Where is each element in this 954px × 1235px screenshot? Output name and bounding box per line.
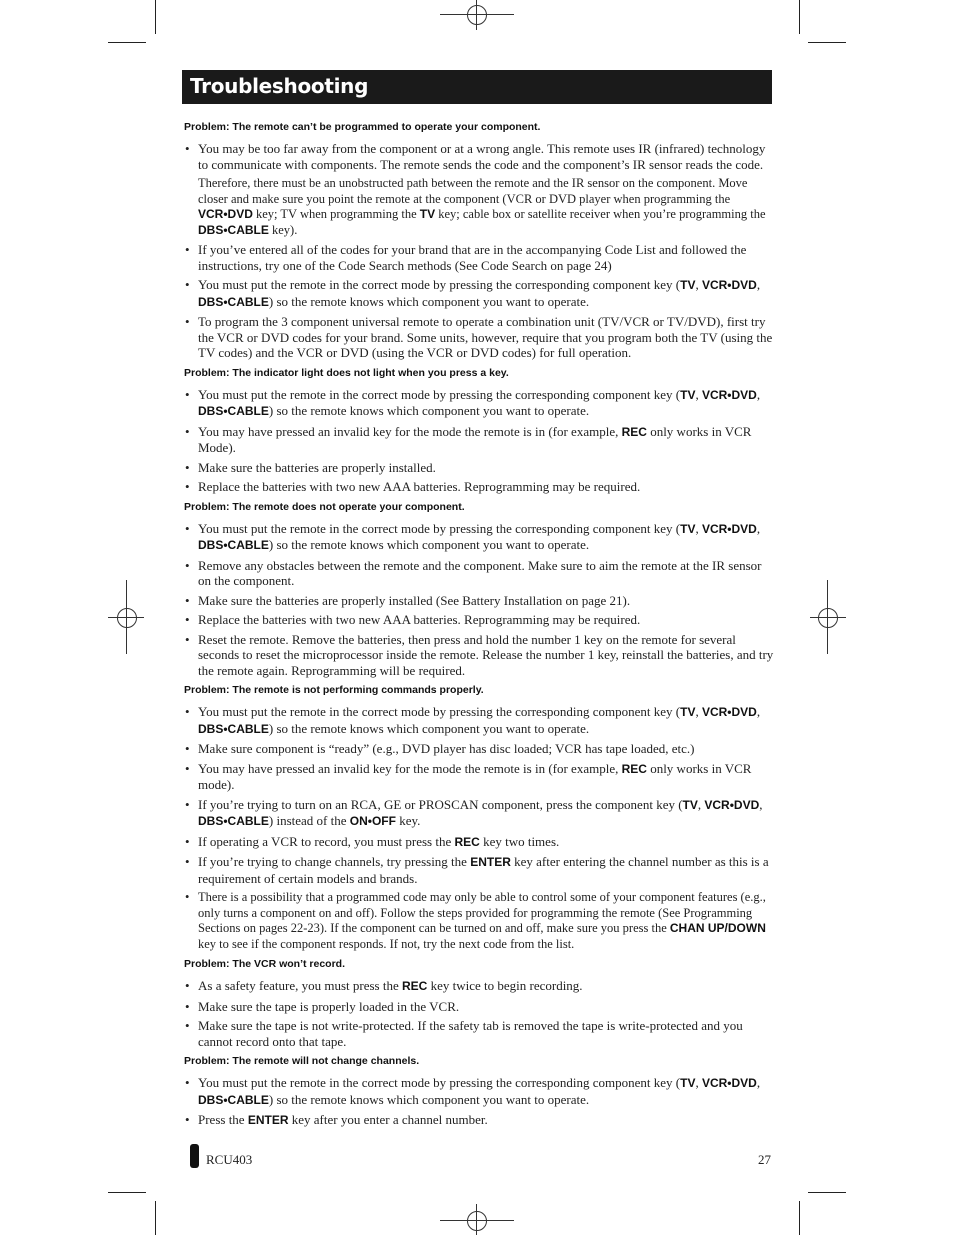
text-run: ,	[695, 277, 702, 292]
text-run: ,	[756, 520, 761, 536]
key-name: VCR•DVD	[198, 207, 253, 221]
text-run: ,	[756, 1075, 761, 1090]
problem-heading: Problem: The remote can’t be programmed to operate your component.	[184, 121, 541, 133]
footer-tab-mark	[190, 1144, 199, 1168]
key-name: VCR•DVD	[701, 705, 757, 719]
troubleshooting-content	[184, 119, 774, 1133]
text-run: As a safety feature, you must press the	[198, 978, 402, 993]
bullet-item	[184, 1075, 774, 1108]
problem-heading: Problem: The VCR won’t record.	[184, 958, 346, 970]
text-run: Reset the remote. Remove the batteries, then press and hold the number 1 key on the remote for several seconds to reset the microprocessor inside the remote. Release the number 1 key, reinstall the batteries, and try the remote again. Reprogramming will be required.	[198, 631, 774, 678]
text-run: Replace the batteries with two new AAA batteries. Reprogramming may be required.	[198, 479, 641, 494]
bullet-item	[184, 741, 774, 757]
bullet-item	[184, 761, 774, 793]
bullet-item	[184, 834, 774, 851]
bullet-item	[184, 854, 774, 886]
bullet-item	[184, 424, 774, 456]
text-run: key to see if the component responds. If not, try the next code from the list.	[198, 936, 575, 951]
key-name: DBS•CABLE	[198, 222, 269, 237]
key-name: REC	[401, 979, 428, 993]
bullet-item	[184, 558, 774, 589]
key-name: REC	[621, 424, 647, 439]
text-run: Make sure component is “ready” (e.g., DVD player has disc loaded; VCR has tape loaded, etc.)	[198, 741, 695, 756]
key-name: DBS•CABLE	[198, 294, 269, 309]
text-run: If you’ve entered all of the codes for your brand that are in the accompanying Code List and followed the instructions, try one of the Code Search methods (See Code Search on page 24)	[198, 242, 747, 273]
key-name: ENTER	[470, 855, 511, 869]
text-run: Make sure the tape is properly loaded in the VCR.	[198, 998, 460, 1014]
bullet-item	[184, 593, 774, 609]
text-run: If you’re trying to turn on an RCA, GE or PROSCAN component, press the component key (	[198, 796, 683, 812]
text-run: key two times.	[479, 833, 560, 849]
key-name: REC	[454, 834, 480, 849]
text-run: Remove any obstacles between the remote and the component. Make sure to aim the remote at the IR sensor on the component.	[198, 557, 762, 588]
bullet-item	[184, 387, 774, 420]
key-name: VCR•DVD	[701, 387, 757, 402]
bullet-item	[184, 314, 774, 361]
crop-mark	[799, 0, 800, 34]
text-run: ,	[759, 796, 763, 812]
bullet-item	[184, 890, 774, 952]
text-run: There is a possibility that a programmed code may only be able to control some of your component features (e.g., only turns a component on and off). Follow the steps provided for programming the remote (See Programming Sections on pages 22-23). If the component can be turned on and off, make sure you press the	[198, 890, 766, 935]
problem-section	[184, 119, 774, 361]
bullet-item	[184, 521, 774, 554]
key-name: TV	[680, 521, 696, 536]
bullet-item	[184, 978, 774, 995]
text-run: key; cable box or satellite receiver when you’re programming the	[435, 207, 766, 221]
text-run: Make sure the tape is not write-protected. If the safety tab is removed the tape is write-protected and you cannot record onto that tape.	[198, 1018, 743, 1049]
bullet-item	[184, 999, 774, 1015]
problem-section	[184, 682, 774, 952]
text-run: ,	[756, 386, 761, 402]
key-name: TV	[680, 387, 696, 402]
text-run: You may have pressed an invalid key for the mode the remote is in (for example,	[198, 760, 622, 776]
text-run: You must put the remote in the correct mode by pressing the corresponding component key (	[198, 1075, 681, 1090]
page-title: Troubleshooting	[190, 74, 369, 98]
key-name: TV	[419, 207, 436, 221]
text-run: ,	[695, 520, 702, 536]
text-run: ,	[695, 1075, 702, 1090]
problem-section	[184, 1053, 774, 1129]
text-run: ,	[756, 277, 761, 292]
text-run: ) so the remote knows which component you want to operate.	[268, 293, 590, 309]
text-run: If operating a VCR to record, you must press the	[198, 833, 455, 849]
key-name: TV	[680, 705, 696, 719]
crop-mark	[799, 1201, 800, 1235]
bullet-item	[184, 1018, 774, 1049]
problem-section	[184, 956, 774, 1049]
key-name: TV	[680, 278, 696, 292]
text-run: only works in VCR mode).	[198, 760, 752, 792]
problem-heading: Problem: The indicator light does not light when you press a key.	[184, 366, 509, 379]
text-run: ) instead of the	[268, 813, 350, 828]
text-run: key).	[268, 222, 298, 237]
text-run: key after entering the channel number as this is a requirement of certain models and brands.	[198, 854, 769, 886]
key-name: DBS•CABLE	[198, 538, 269, 552]
key-name: REC	[621, 761, 647, 776]
text-run: ) so the remote knows which component you want to operate.	[268, 1091, 590, 1107]
crop-mark	[155, 1201, 156, 1235]
key-name: VCR•DVD	[701, 278, 757, 292]
text-run: ) so the remote knows which component you want to operate.	[268, 720, 590, 736]
text-run: ) so the remote knows which component you want to operate.	[268, 403, 590, 418]
bullet-item	[184, 632, 774, 679]
text-run: ,	[697, 796, 705, 812]
bullet-item	[184, 1112, 774, 1129]
bullet-item	[184, 141, 774, 172]
key-name: VCR•DVD	[704, 797, 760, 812]
text-run: You must put the remote in the correct mode by pressing the corresponding component key (	[198, 277, 681, 292]
key-name: DBS•CABLE	[198, 721, 269, 736]
text-run: Replace the batteries with two new AAA batteries. Reprogramming may be required.	[198, 612, 641, 627]
text-run: key; TV when programming the	[252, 207, 420, 221]
page-number: 27	[758, 1152, 771, 1167]
problem-section	[184, 365, 774, 495]
text-run: You must put the remote in the correct mode by pressing the corresponding component key (	[198, 386, 681, 402]
bullet-item	[184, 277, 774, 310]
problem-section	[184, 499, 774, 679]
bullet-item	[184, 460, 774, 476]
key-name: VCR•DVD	[701, 521, 757, 536]
crop-mark	[155, 0, 156, 34]
text-run: Therefore, there must be an unobstructed path between the remote and the IR sensor on the component. Move closer and make sure you point the remote at the component (VCR or DVD player when programming the	[198, 176, 748, 206]
text-run: ) so the remote knows which component you want to operate.	[268, 537, 590, 552]
text-run: Press the	[198, 1112, 248, 1127]
key-name: DBS•CABLE	[198, 404, 269, 418]
text-run: To program the 3 component universal remote to operate a combination unit (TV/VCR or TV/DVD), first try the VCR or DVD codes for your brand. Some units, however, require that you program both the TV (using the TV codes) and the VCR or DVD (using the VCR or DVD codes) for full operation.	[198, 314, 773, 360]
key-name: DBS•CABLE	[198, 814, 269, 828]
section-header-bar	[182, 70, 772, 104]
key-name: VCR•DVD	[701, 1076, 757, 1090]
text-run: You may be too far away from the component or at a wrong angle. This remote uses IR (infrared) technology to communicate with components. The remote sends the code and the component’s IR sensor reads the code.	[198, 141, 766, 172]
text-run: You may have pressed an invalid key for the mode the remote is in (for example,	[198, 423, 622, 439]
problem-heading: Problem: The remote will not change channels.	[184, 1055, 420, 1067]
text-run: You must put the remote in the correct mode by pressing the corresponding component key (	[198, 520, 681, 536]
text-run: If you’re trying to change channels, try pressing the	[198, 854, 471, 869]
key-name: DBS•CABLE	[198, 1092, 269, 1107]
text-run: key after you enter a channel number.	[288, 1112, 488, 1127]
key-name: CHAN UP/DOWN	[669, 921, 766, 935]
text-run: Make sure the batteries are properly installed (See Battery Installation on page 21).	[198, 592, 631, 608]
text-run: You must put the remote in the correct mode by pressing the corresponding component key (	[198, 704, 681, 719]
key-name: TV	[682, 797, 698, 812]
text-run: Make sure the batteries are properly installed.	[198, 459, 436, 475]
key-name: ON•OFF	[349, 814, 396, 828]
model-number: RCU403	[206, 1152, 253, 1167]
problem-heading: Problem: The remote does not operate your component.	[184, 500, 465, 513]
crop-mark	[808, 1192, 846, 1193]
text-run: only works in VCR Mode).	[198, 423, 752, 455]
crop-mark	[108, 42, 146, 43]
bullet-item	[184, 704, 774, 737]
text-run: ,	[695, 386, 702, 402]
text-run: key.	[395, 813, 421, 828]
text-run: key twice to begin recording.	[427, 978, 583, 993]
bullet-item	[184, 242, 774, 273]
bullet-item	[184, 797, 774, 830]
continuation-paragraph	[184, 176, 774, 238]
crop-mark	[108, 1192, 146, 1193]
bullet-item	[184, 612, 774, 628]
problem-heading: Problem: The remote is not performing commands properly.	[184, 684, 484, 696]
key-name: TV	[680, 1076, 696, 1090]
text-run: ,	[695, 704, 702, 719]
bullet-item	[184, 479, 774, 495]
crop-mark	[808, 42, 846, 43]
key-name: ENTER	[247, 1113, 289, 1127]
text-run: ,	[756, 704, 761, 719]
